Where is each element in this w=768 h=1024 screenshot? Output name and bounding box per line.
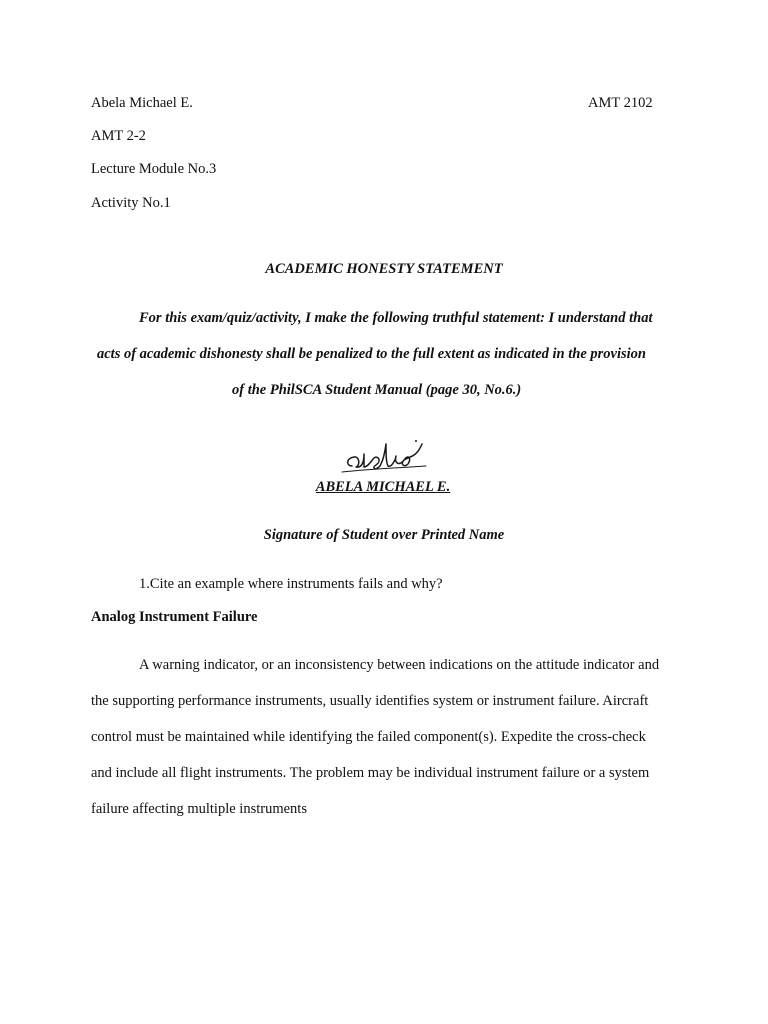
activity-number: Activity No.1 [91,195,171,211]
paragraph-line-1: A warning indicator, or an inconsistency between indications on the attitude indicator and [139,657,660,673]
paragraph-line-5: failure affecting multiple instruments [91,801,307,817]
printed-name: ABELA MICHAEL E. [315,479,451,495]
section-heading: Analog Instrument Failure [91,609,258,625]
paragraph-line-3: control must be maintained while identifying the failed component(s). Expedite the cross-check [91,729,646,745]
handwritten-signature [338,436,430,482]
student-name: Abela Michael E. [91,95,193,111]
signature-caption: Signature of Student over Printed Name [263,527,505,543]
section: AMT 2-2 [91,128,146,144]
honesty-line-1: For this exam/quiz/activity, I make the following truthful statement: I understand that [139,310,653,326]
paragraph-line-4: and include all flight instruments. The problem may be individual instrument failure or a system [91,765,650,781]
question: 1.Cite an example where instruments fails and why? [139,576,443,592]
honesty-line-3: of the PhilSCA Student Manual (page 30, No.6.) [232,382,522,398]
paragraph-line-2: the supporting performance instruments, usually identifies system or instrument failure. Aircraft [91,693,649,709]
lecture-module: Lecture Module No.3 [91,161,217,177]
honesty-title: ACADEMIC HONESTY STATEMENT [265,261,503,277]
honesty-line-2: acts of academic dishonesty shall be penalized to the full extent as indicated in the provision [97,346,646,362]
course-code: AMT 2102 [588,95,653,111]
